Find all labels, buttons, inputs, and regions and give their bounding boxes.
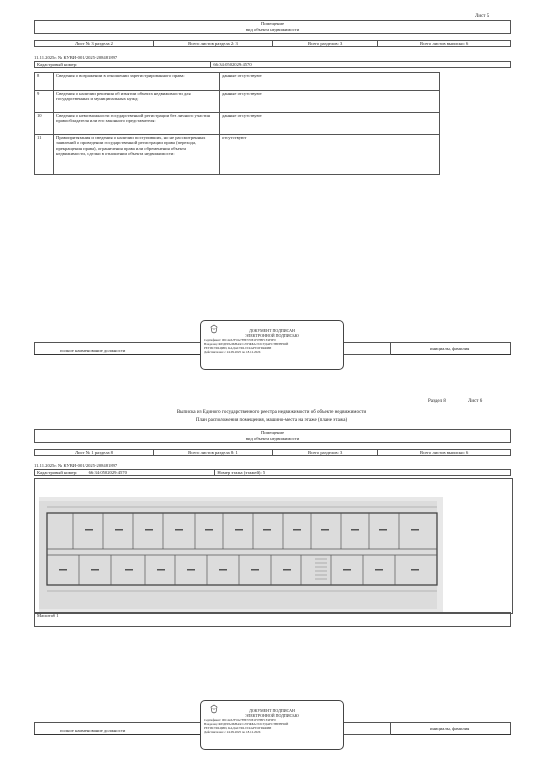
cadastral-row bbox=[34, 61, 511, 68]
floor-plan-image bbox=[35, 479, 512, 613]
position-caption-2: полное наименование должности bbox=[60, 728, 126, 733]
object-type-caption: вид объекта недвижимости bbox=[35, 27, 511, 34]
extract-sheets-total-2: Всего листов выписки: 6 bbox=[378, 450, 511, 456]
e-signature-stamp-2 bbox=[200, 700, 344, 750]
coat-of-arms-icon bbox=[209, 324, 219, 334]
sheet-label: Лист 5 bbox=[475, 14, 490, 19]
details-row bbox=[35, 135, 440, 175]
extract-sheets-total: Всего листов выписки: 6 bbox=[378, 41, 511, 47]
header-table bbox=[34, 20, 511, 34]
floor-number: Номер этажа (этажей): 5 bbox=[215, 470, 511, 476]
stamp-title: ДОКУМЕНТ ПОДПИСАН bbox=[249, 328, 295, 333]
sections-total: Всего разделов: 3 bbox=[273, 41, 378, 47]
row-value: отсутствуют bbox=[220, 135, 440, 175]
cadastral-label-2: Кадастровый номер: bbox=[35, 470, 87, 476]
cadastral-value: 66:34:0502029:4570 bbox=[211, 62, 511, 68]
sheet-label-2: Лист 6 bbox=[468, 399, 483, 404]
coat-of-arms-icon bbox=[209, 704, 219, 714]
object-type-2: Помещение bbox=[35, 430, 511, 437]
row-number: 9 bbox=[35, 91, 54, 113]
row-label: Сведения о возражении в отношении зарегистрированного права: bbox=[54, 73, 220, 91]
e-signature-stamp bbox=[200, 320, 344, 370]
info-row-table bbox=[34, 40, 511, 47]
section-sheets-total-2: Всего листов раздела 8: 1 bbox=[154, 450, 273, 456]
stamp-owner-2: Владелец: ФЕДЕРАЛЬНАЯ СЛУЖБА ГОСУДАРСТВЕННОЙ bbox=[204, 722, 289, 726]
row-value: данные отсутствуют bbox=[220, 91, 440, 113]
section-label: Раздел 8 bbox=[428, 399, 446, 404]
stamp-owner-cont-2: РЕГИСТРАЦИИ, КАДАСТРА И КАРТОГРАФИИ bbox=[204, 726, 272, 730]
object-type: Помещение bbox=[35, 21, 511, 28]
name-caption-2: инициалы, фамилия bbox=[430, 726, 470, 731]
row-number: 11 bbox=[35, 135, 54, 175]
position-caption: полное наименование должности bbox=[60, 348, 126, 353]
stamp-owner-cont: РЕГИСТРАЦИИ, КАДАСТРА И КАРТОГРАФИИ bbox=[204, 346, 272, 350]
row-label: Сведения о невозможности государственной регистрации без личного участия правообладателя или его законного представителя: bbox=[54, 113, 220, 135]
registration-number: 11.11.2025г. № КУВИ-001/2025-208481897 bbox=[34, 55, 118, 60]
stamp-subtitle-2: ЭЛЕКТРОННОЙ ПОДПИСЬЮ bbox=[245, 713, 299, 718]
row-label: Правопритязания и сведения о наличии поступивших, но не рассмотренных заявлений о проведении государственной регистрации права (перехода, прекращения права), ограничения права или обременения объекта недвижимости, сделки в отношении объекта недвижимости: bbox=[54, 135, 220, 175]
info-row-table-2 bbox=[34, 449, 511, 456]
registration-number-2: 11.11.2025г. № КУВИ-001/2025-208481897 bbox=[34, 463, 118, 468]
sections-total-2: Всего разделов: 3 bbox=[273, 450, 378, 456]
cadastral-row-2 bbox=[34, 469, 511, 476]
sheet-number: Лист № 3 раздела 2 bbox=[35, 41, 154, 47]
scale-row bbox=[34, 612, 511, 627]
stamp-certificate: Сертификат: 00C42A7F0A7F8E370E1F07BF1F4F0F0 bbox=[204, 338, 276, 342]
row-label: Сведения о наличии решения об изъятии объекта недвижимости для государственных и муниципальных нужд: bbox=[54, 91, 220, 113]
stamp-owner: Владелец: ФЕДЕРАЛЬНАЯ СЛУЖБА ГОСУДАРСТВЕННОЙ bbox=[204, 342, 289, 346]
details-row bbox=[35, 113, 440, 135]
header-table-2 bbox=[34, 429, 511, 443]
row-value: данные отсутствуют bbox=[220, 113, 440, 135]
section-sheets-total: Всего листов раздела 2: 3 bbox=[154, 41, 273, 47]
stamp-title-2: ДОКУМЕНТ ПОДПИСАН bbox=[249, 708, 295, 713]
extract-subtitle: План расположения помещения, машино-места на этаже (плане этажа) bbox=[195, 418, 348, 423]
row-number: 8 bbox=[35, 73, 54, 91]
stamp-validity-2: Действителен: с 24.09.2025 по 18.12.2026 bbox=[204, 730, 261, 734]
row-value: данные отсутствуют bbox=[220, 73, 440, 91]
row-number: 10 bbox=[35, 113, 54, 135]
cadastral-label: Кадастровый номер: bbox=[35, 62, 211, 68]
details-table bbox=[34, 72, 440, 175]
object-type-caption-2: вид объекта недвижимости bbox=[35, 436, 511, 443]
cadastral-value-2: 66:34:0502029:4570 bbox=[87, 470, 215, 476]
stamp-certificate-2: Сертификат: 00C42A7F0A7F8E370E1F07BF1F4F0F0 bbox=[204, 718, 276, 722]
extract-title: Выписка из Единого государственного реестра недвижимости об объекте недвижимости bbox=[176, 410, 367, 415]
stamp-validity: Действителен: с 24.09.2025 по 18.12.2026 bbox=[204, 350, 261, 354]
sheet-number-2: Лист № 1 раздела 8 bbox=[35, 450, 154, 456]
name-caption: инициалы, фамилия bbox=[430, 346, 470, 351]
scale-label: Масштаб 1 bbox=[35, 613, 511, 627]
stamp-subtitle: ЭЛЕКТРОННОЙ ПОДПИСЬЮ bbox=[245, 333, 299, 338]
details-row bbox=[35, 91, 440, 113]
details-row bbox=[35, 73, 440, 91]
floor-plan-frame bbox=[34, 478, 513, 614]
